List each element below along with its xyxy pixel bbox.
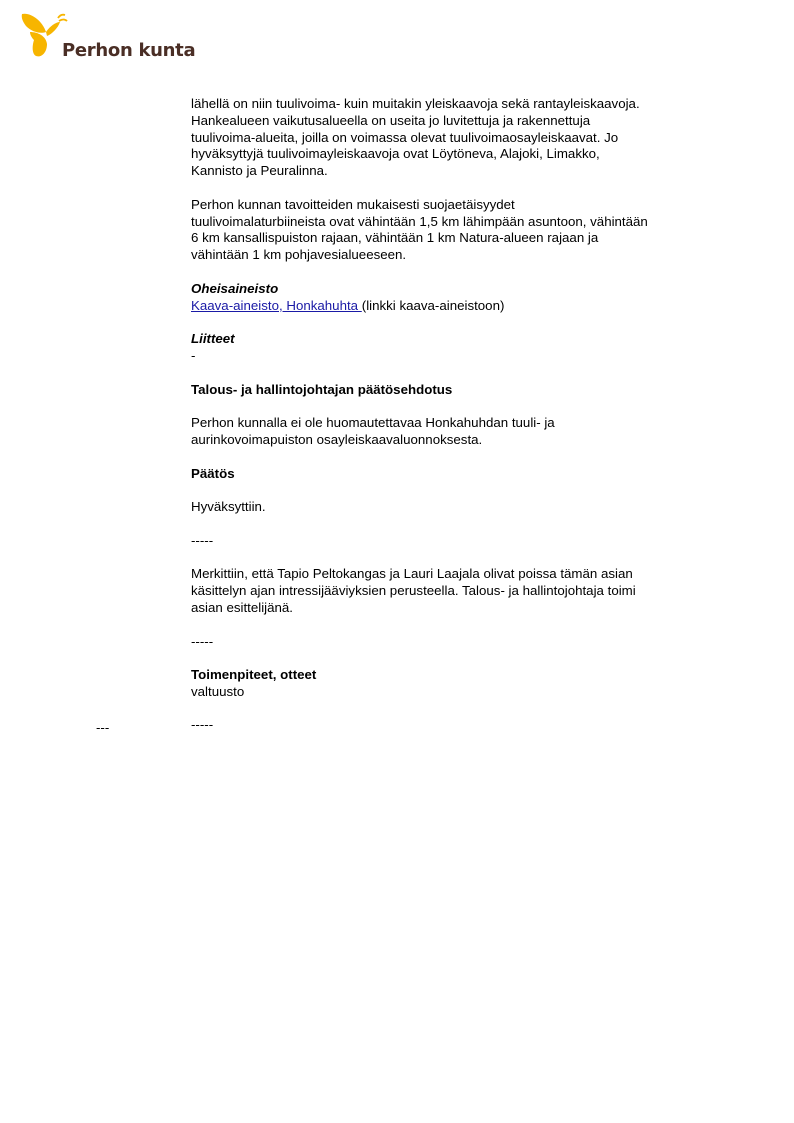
- left-separator: ---: [96, 720, 110, 735]
- paragraph-context: [191, 96, 701, 180]
- logo-text: Perhon kunta: [62, 40, 196, 61]
- liitteet-heading: Liitteet: [191, 331, 235, 347]
- oheisaineisto-row: [191, 298, 701, 315]
- text-line: Perhon kunnalla ei ole huomautettavaa Honkahuhdan tuuli- ja: [191, 415, 555, 431]
- text-line: Perhon kunnan tavoitteiden mukaisesti suojaetäisyydet: [191, 196, 515, 212]
- text-line: tuulivoima-alueita, joilla on voimassa olevat tuulivoimaosayleiskaavat. Jo: [191, 129, 619, 145]
- text-line: käsittelyn ajan intressijääviyksien perusteella. Talous- ja hallintojohtaja toimi: [191, 583, 636, 599]
- text-line: Merkittiin, että Tapio Peltokangas ja Lauri Laajala olivat poissa tämän asian: [191, 566, 633, 582]
- note-text: [191, 566, 701, 616]
- text-line: Kannisto ja Peuralinna.: [191, 163, 328, 179]
- actions-heading: Toimenpiteet, otteet: [191, 667, 317, 683]
- separator: -----: [191, 633, 214, 649]
- text-line: Hankealueen vaikutusalueella on useita jo luvitettuja ja rakennettuja: [191, 112, 591, 128]
- separator: -----: [191, 532, 214, 548]
- separator: -----: [191, 717, 214, 733]
- kaava-aineisto-link[interactable]: Kaava-aineisto, Honkahuhta: [191, 297, 362, 313]
- text-line: vähintään 1 km pohjavesialueeseen.: [191, 247, 407, 263]
- liitteet-value: -: [191, 347, 196, 363]
- text-line: hyväksyttyjä tuulivoimayleiskaavoja ovat Löytöneva, Alajoki, Limakko,: [191, 146, 600, 162]
- logo: [20, 12, 196, 62]
- paragraph-distances: [191, 197, 701, 264]
- text-line: tuulivoimalaturbiineista ovat vähintään 1,5 km lähimpään asuntoon, vähintään: [191, 213, 648, 229]
- proposal-heading: Talous- ja hallintojohtajan päätösehdotus: [191, 381, 453, 397]
- actions-value: valtuusto: [191, 683, 245, 699]
- proposal-text: [191, 415, 701, 449]
- text-line: asian esittelijänä.: [191, 599, 294, 615]
- text-line: aurinkovoimapuiston osayleiskaavaluonnoksesta.: [191, 431, 483, 447]
- decision-heading: Päätös: [191, 465, 235, 481]
- text-line: 6 km kansallispuiston rajaan, vähintään 1 km Natura-alueen rajaan ja: [191, 230, 599, 246]
- document-body: [191, 96, 701, 734]
- text-line: lähellä on niin tuulivoima- kuin muitakin yleiskaavoja sekä rantayleiskaavoja.: [191, 96, 640, 111]
- link-note: (linkki kaava-aineistoon): [361, 297, 505, 313]
- decision-text: Hyväksyttiin.: [191, 499, 266, 515]
- oheisaineisto-heading: Oheisaineisto: [191, 280, 279, 296]
